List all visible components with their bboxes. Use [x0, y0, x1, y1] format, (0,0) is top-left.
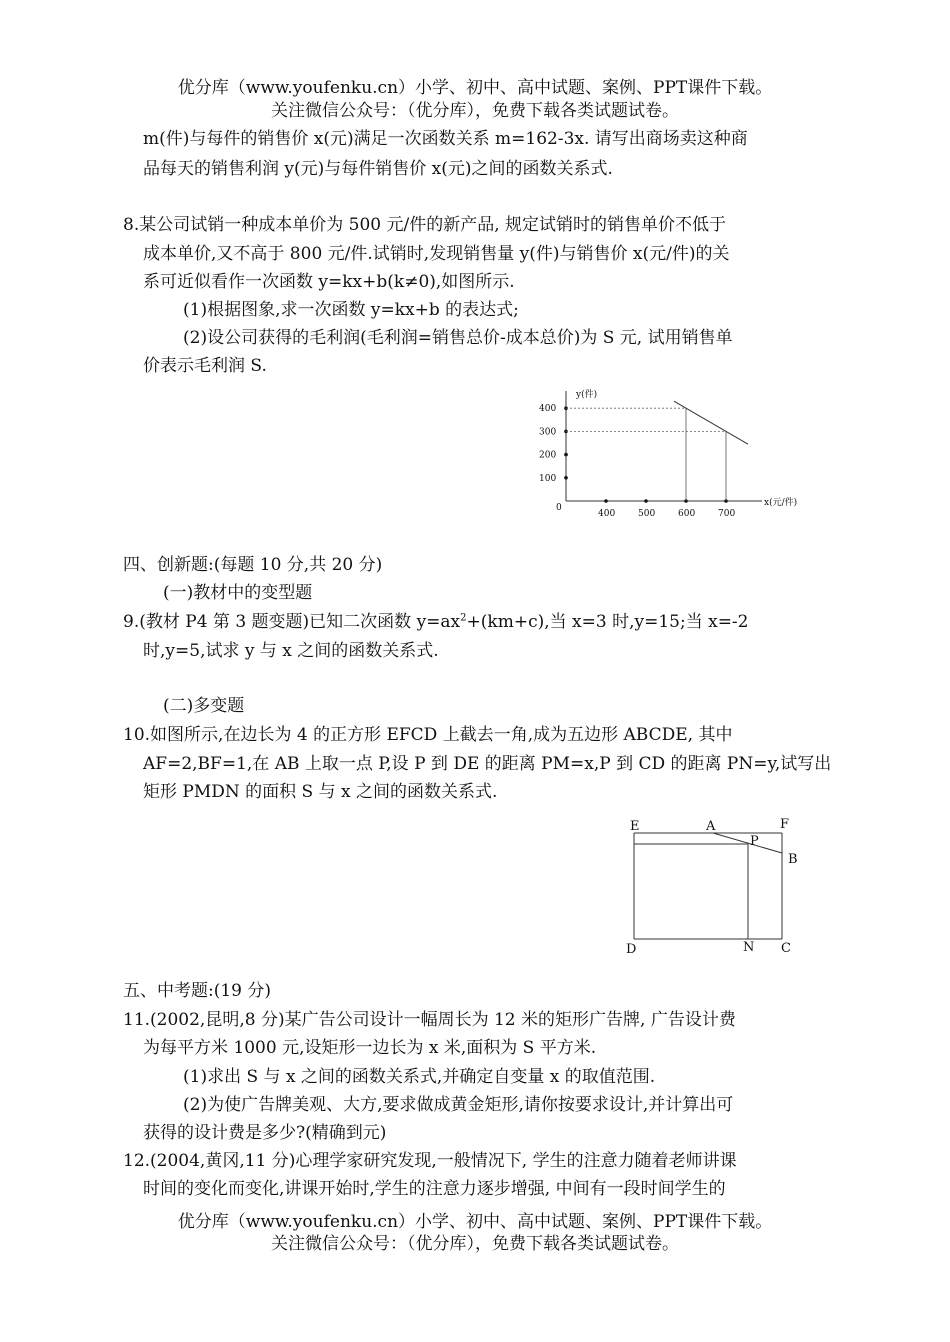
label-b: B [788, 852, 798, 867]
q12-line-1: 12.(2004,黄冈,11 分)心理学家研究发现,一般情况下, 学生的注意力随着老师讲课 [123, 1151, 737, 1171]
q10-line-2: AF=2,BF=1,在 AB 上取一点 P,设 P 到 DE 的距离 PM=x,P 到 CD 的距离 PN=y,试写出 [143, 754, 832, 774]
label-c: C [781, 941, 791, 956]
section4-sub1: (一)教材中的变型题 [163, 583, 313, 603]
q11-line-1: 11.(2002,昆明,8 分)某广告公司设计一幅周长为 12 米的矩形广告牌, 广告设计费 [123, 1010, 736, 1030]
header-line-2: 关注微信公众号：（优分库），免费下载各类试题试卷。 [271, 101, 679, 121]
x-tick-label: 600 [678, 509, 696, 519]
section4-sub2: (二)多变题 [163, 696, 245, 716]
q9-line-1-b: +(km+c),当 x=3 时,y=15;当 x=-2 [466, 612, 749, 632]
q11-line-2: 为每平方米 1000 元,设矩形一边长为 x 米,面积为 S 平方米. [143, 1038, 597, 1058]
label-n: N [743, 940, 755, 955]
y-tick-label: 300 [539, 427, 557, 438]
label-a: A [706, 819, 716, 834]
y-axis-label: y(件) [576, 390, 598, 400]
q11-line-3: (1)求出 S 与 x 之间的函数关系式,并确定自变量 x 的取值范围. [183, 1067, 656, 1087]
x-tick-label: 400 [598, 509, 616, 519]
pentagon-figure [620, 812, 810, 962]
sales-chart [530, 385, 810, 520]
q12-line-2: 时间的变化而变化,讲课开始时,学生的注意力逐步增强, 中间有一段时间学生的 [143, 1179, 726, 1199]
y-tick-label: 100 [539, 473, 557, 484]
q8-line-4: (1)根据图象,求一次函数 y=kx+b 的表达式; [183, 300, 519, 320]
y-tick-dot [564, 453, 568, 457]
label-d: D [626, 942, 637, 957]
y-tick-label: 200 [539, 450, 557, 461]
q8-line-2: 成本单价,又不高于 800 元/件.试销时,发现销售量 y(件)与销售价 x(元/件)的关 [143, 244, 730, 264]
footer-line-1: 优分库（www.youfenku.cn）小学、初中、高中试题、案例、PPT课件下载。 [177, 1212, 773, 1232]
y-tick-dot [564, 476, 568, 480]
series-line [674, 401, 748, 444]
q9-line-1 [123, 610, 749, 634]
label-e: E [630, 819, 640, 834]
label-p: P [750, 834, 759, 849]
q8-line-5: (2)设公司获得的毛利润(毛利润=销售总价-成本总价)为 S 元, 试用销售单 [183, 328, 733, 348]
header-line-1: 优分库（www.youfenku.cn）小学、初中、高中试题、案例、PPT课件下载。 [177, 78, 773, 98]
q11-line-4: (2)为使广告牌美观、大方,要求做成黄金矩形,请你按要求设计,并计算出可 [183, 1095, 734, 1115]
q7-line-1: m(件)与每件的销售价 x(元)满足一次函数关系 m=162-3x. 请写出商场卖这种商 [143, 129, 748, 149]
q9-line-2: 时,y=5,试求 y 与 x 之间的函数关系式. [143, 641, 439, 661]
q11-line-5: 获得的设计费是多少?(精确到元) [143, 1123, 387, 1143]
q8-line-3: 系可近似看作一次函数 y=kx+b(k≠0),如图所示. [143, 272, 515, 292]
section5-title: 五、中考题:(19 分) [123, 981, 272, 1001]
x-tick-label: 500 [638, 509, 656, 519]
x-tick-dot [644, 499, 648, 503]
q9-exponent: 2 [460, 612, 467, 624]
x-tick-dot [604, 499, 608, 503]
origin-label: 0 [556, 503, 562, 513]
y-tick-label: 400 [539, 404, 557, 415]
q10-line-1: 10.如图所示,在边长为 4 的正方形 EFCD 上截去一角,成为五边形 ABCDE, 其中 [123, 725, 733, 745]
q8-line-1: 8.某公司试销一种成本单价为 500 元/件的新产品, 规定试销时的销售单价不低于 [123, 215, 727, 235]
x-axis-label: x(元/件) [764, 498, 798, 508]
q8-line-6: 价表示毛利润 S. [143, 356, 267, 376]
x-tick-label: 700 [718, 509, 736, 519]
q7-line-2: 品每天的销售利润 y(元)与每件销售价 x(元)之间的函数关系式. [143, 159, 613, 179]
footer-line-2: 关注微信公众号：（优分库），免费下载各类试题试卷。 [271, 1234, 679, 1254]
label-f: F [780, 817, 790, 832]
q9-line-1-a: 9.(教材 P4 第 3 题变题)已知二次函数 y=ax [123, 612, 461, 632]
q10-line-3: 矩形 PMDN 的面积 S 与 x 之间的函数关系式. [143, 782, 498, 802]
section4-title: 四、创新题:(每题 10 分,共 20 分) [123, 555, 383, 575]
